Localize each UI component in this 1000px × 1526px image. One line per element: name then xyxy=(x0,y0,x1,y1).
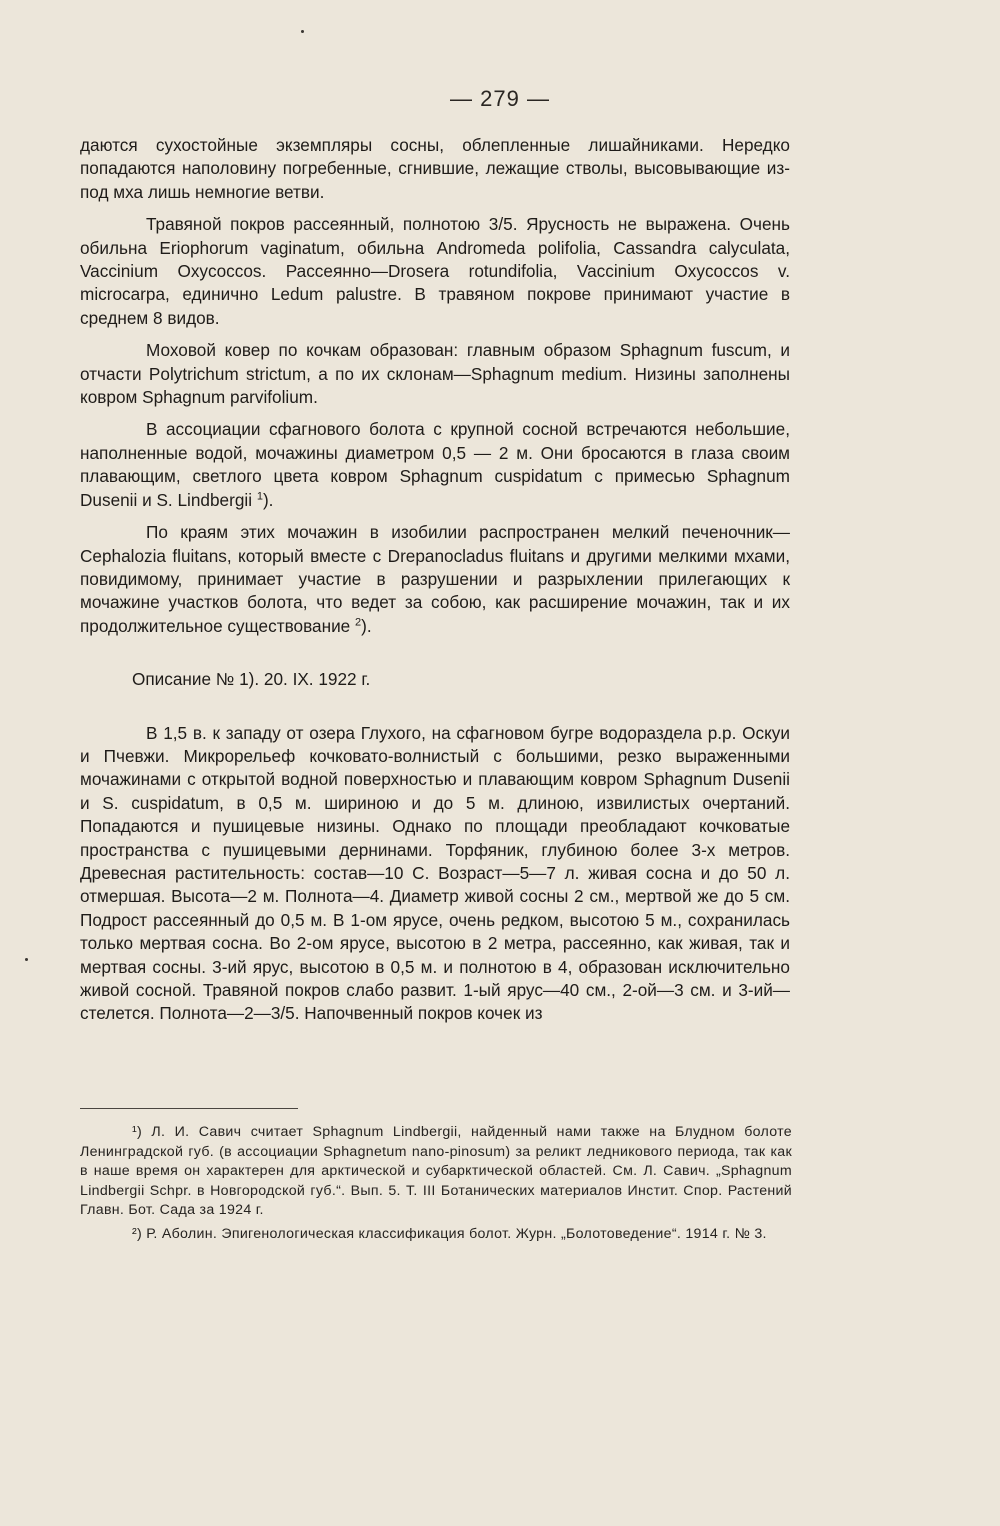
paragraph-pools-tail: ). xyxy=(262,489,274,510)
scan-speck xyxy=(301,30,304,33)
paragraph-pool-edges-text: По краям этих мочажин в изобилии распространен мелкий печеночник—Cephalozia fluitans, который вместе с Drepanocladus fluitans и другими мелкими мхами, повидимому, принимает участие в разрушении и разрыхлении прилегающих к мочажине участков болота, что ведет за собою, как расширение мочажин, так и их продолжительное существование xyxy=(80,522,790,636)
paragraph-moss-cover: Моховой ковер по кочкам образован: главным образом Sphagnum fuscum, и отчасти Polytrichum strictum, а по их склонам—Sphagnum medium. Низины заполнены ковром Sphagnum parvifolium. xyxy=(80,340,790,408)
paragraph-pools-text: В ассоциации сфагнового болота с крупной сосной встречаются небольшие, наполненные водой, мочажины диаметром 0,5 — 2 м. Они бросаются в глаза своим плавающим, светлого цвета ковром Sphagnum cuspidatum с примесью Sphagnum Dusenii и S. Lindbergii xyxy=(80,419,790,510)
footnote-ref-1: 1 xyxy=(256,489,263,502)
footnotes xyxy=(80,1123,792,1245)
page-number: — 279 — xyxy=(450,86,550,111)
main-text xyxy=(80,134,790,1026)
paragraph-pools xyxy=(80,418,790,512)
paragraph-pool-edges-tail: ). xyxy=(361,615,372,636)
footnote-2: ²) Р. Аболин. Эпигенологическая классификация болот. Журн. „Болотоведение“. 1914 г. № 3. xyxy=(132,1225,767,1242)
footnote-separator xyxy=(80,1108,298,1109)
paragraph-description: В 1,5 в. к западу от озера Глухого, на сфагновом бугре водораздела р.р. Оскуи и Пчевжи. Микрорельеф кочковато-волнистый с большими, резко выраженными мочажинами с открытой водной поверхностью и плавающим ковром Sphagnum Dusenii и S. cuspidatum, в 0,5 м. шириною и до 5 м. длиною, извилистых очертаний. Попадаются и пушицевые низины. Однако по площади преобладают кочковатые пространства с пушицевыми дернинами. Торфяник, глубиною более 3-х метров. Древесная растительность: состав—10 С. Возраст—5—7 л. живая сосна и до 50 л. отмершая. Высота—2 м. Полнота—4. Диаметр живой сосны 2 см., мертвой же до 5 см. Подрост рассеянный до 0,5 м. В 1-ом ярусе, очень редком, высотою 5 м., сохранилась только мертвая сосна. Во 2-ом ярусе, высотою в 2 метра, рассеянно, как живая, так и мертвая сосны. 3-ий ярус, высотою в 0,5 м. и полнотою в 4, образован исключительно живой сосной. Травяной покров слабо развит. 1-ый ярус—40 см., 2-ой—3 см. и 3-ий—стелется. Полнота—2—3/5. Напочвенный покров кочек из xyxy=(80,722,790,1024)
footnote-1: ¹) Л. И. Савич считает Sphagnum Lindbergii, найденный нами также на Блудном болоте Ленинградской губ. (в ассоциации Sphagnetum nano-pinosum) за реликт ледникового периода, так как в наше время он характерен для арктической и субарктической областей. См. Л. Савич. „Sphagnum Lindbergii Schpr. в Новгородской губ.“. Вып. 5. Т. III Ботанических материалов Инстит. Спор. Растений Главн. Бот. Сада за 1924 г. xyxy=(80,1124,792,1219)
description-heading: Описание № 1). 20. IX. 1922 г. xyxy=(132,669,371,690)
paragraph-pool-edges xyxy=(80,521,790,638)
scan-speck xyxy=(25,958,28,961)
paragraph-continuation: даются сухостойные экземпляры сосны, облепленные лишайниками. Нередко попадаются наполовину погребенные, сгнившие, лежащие стволы, высовывающие из-под мха лишь немногие ветви. xyxy=(80,135,790,202)
footnote-ref-2: 2 xyxy=(355,615,362,628)
paragraph-herb-cover: Травяной покров рассеянный, полнотою 3/5. Ярусность не выражена. Очень обильна Eriophorum vaginatum, обильна Andromeda polifolia, Cassandra calyculata, Vaccinium Oxycoccos. Рассеянно—Drosera rotundifolia, Vaccinium Oxycoccos v. microcarpa, единично Ledum palustre. В травяном покрове принимают участие в среднем 8 видов. xyxy=(80,214,790,328)
